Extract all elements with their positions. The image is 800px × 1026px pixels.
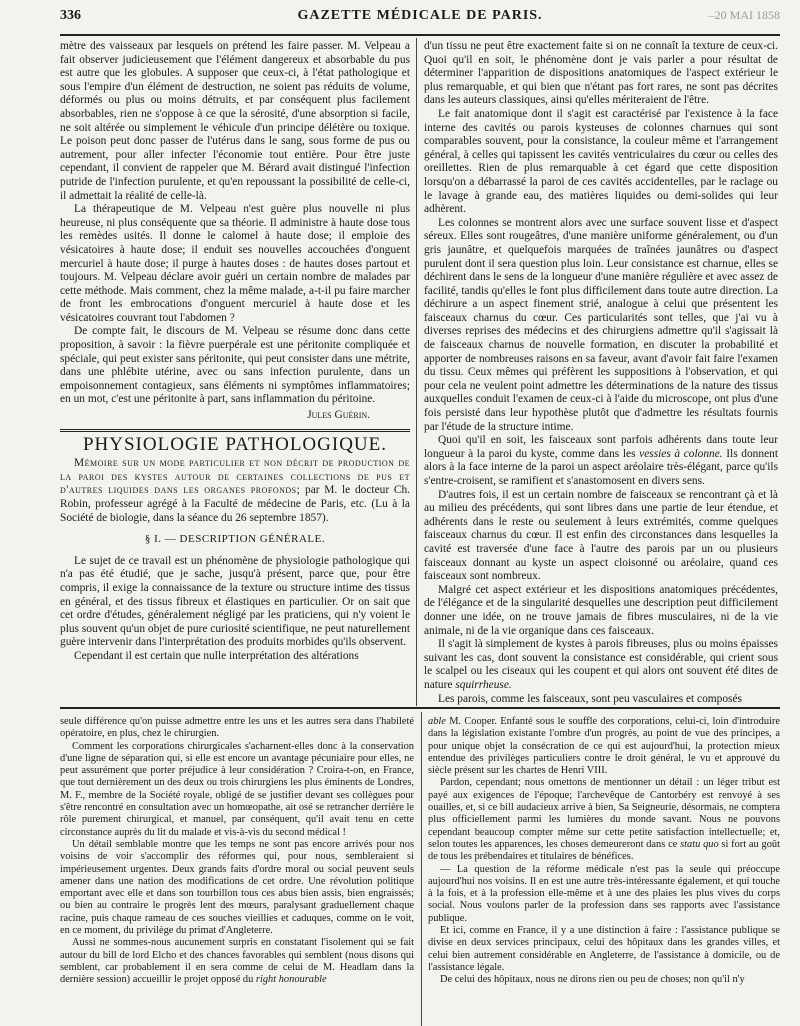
paragraph: mètre des vaisseaux par lesquels on prétend les faire passer. M. Velpeau a fait observer judicieusement que l'élément dangereux et absorbable du pus est autre que les globules. A supposer que ceux-ci, à l'état pathologique et sous l'empire d'un élément de destruction, ne soient pas réduits de volume, déformés ou plus ou moins détruits, et par conséquent plus facilement absorbables, rien ne s'oppose à ce que la sérosité, d'une absorption si facile, ne soit altérée ou simplement le véhicule d'un principe délétère ou toxique. Le poison peut donc passer de l'utérus dans le sang, sous forme de pus ou autrement, pour aller infecter l'économie tout entière. Pour être juste cependant, il convient de rappeler que M. Bérard avait distingué l'infection putride de l'infection purulente, et qu'en repoussant la possibilité de celle-ci, il admettait la réalité de celle-là. [60,40,410,202]
right-column [424,40,778,706]
memoir-title: Mémoire sur un mode particulier et non décrit de production de la paroi des kystes autour de certaines collections de pus et d'autres liquides dans les organes profonds; [60,457,410,497]
paragraph: — La question de la réforme médicale n'est pas la seule qui préoccupe aujourd'hui nos voisins. Il en est une autre très-intéressante également, et qui touche à la fois, et à la profession elle-même et à une des plaies les plus vives du corps social. Nous voulons parler de la profession dans ses rapports avec l'assistance publique. [428,863,780,924]
paragraph [428,716,780,777]
header-rule [60,34,780,36]
section-divider [60,429,410,432]
paragraph: Et ici, comme en France, il y a une distinction à faire : l'assistance publique se divise en deux services principaux, celui des hôpitaux dans les grandes villes, et celui bien autrement considérable en Angleterre, de l'assistance à domicile, ou de l'assistance légale. [428,925,780,973]
section-title: PHYSIOLOGIE PATHOLOGIQUE. [82,433,388,455]
library-stamp: –20 MAI 1858 [708,8,780,22]
text-run: Quoi qu'il en soit, les faisceaux sont parfois adhérents dans toute leur longueur à la paroi du kyste, comme dans les [424,434,778,460]
paragraph: La thérapeutique de M. Velpeau n'est guère plus nouvelle ni plus heureuse, ni plus conséquente que sa théorie. Il administre à haute dose tous les remèdes usités. Il donne le calomel à haute dose; il emploie des vésicatoires à haute dose; il enduit ses nouvelles accouchées d'onguent mercuriel à haute dose; il purge à hautes doses : de hautes doses partout et toujours. M. Velpeau déclare avoir guéri un certain nombre de malades par cette méthode. Mais comment, chez la même malade, a-t-il pu faire marcher de front les embrocations d'onguent mercuriel à haute dose et les vésicatoires couvrant tout l'abdomen ? [60,203,410,324]
paragraph: D'autres fois, il est un certain nombre de faisceaux se rencontrant çà et là au milieu des précédents, qui sont libres dans une partie de leur étendue, et adhérents dans le reste ou seulement à leurs extrémités, comme quelques faisceaux charnus du cœur. Il est enfin des circonstances dans lesquelles la cavité est traversée d'une face à l'autre des parois par un ou plusieurs faisceaux donnant au kyste un aspect cloisonné ou aréolaire, quand ces faisceaux sont nombreux. [424,488,778,583]
subsection-title: § I. — DESCRIPTION GÉNÉRALE. [144,533,326,546]
text-run: Aussi ne sommes-nous aucunement surpris en constatant l'isolement qui se fait autour du bill de lord Elcho et des chances favorables qui semblent (nous disons qui semblent, car probablement il en sera comme de celui de M. Headlam dans la dernière session) accueillir le projet opposé du [60,937,414,986]
memoir-heading [60,457,410,525]
paragraph: Cependant il est certain que nulle interprétation des altérations [74,649,359,662]
feuilleton-left-column [60,716,414,987]
text-run: Pardon, cependant; nous omettons de mentionner un détail : un léger tribut est payé aux exigences de l'époque; l'archevêque de Cantorbéry est renvoyé à ses ouailles, et, si ce bill audacieux arrive à bien, Sa Seigneurie, désormais, ne comptera plus officiellement parmi les lumières du monde savant. Nous ne pouvons cependant beaucoup compter même sur cette petite satisfaction intellectuelle; et, selon toutes les apparences, les choses demeureront dans ce [428,777,780,850]
paragraph [424,638,778,692]
emphasis: vessies à colonne. [639,447,723,460]
journal-title: GAZETTE MÉDICALE DE PARIS. [297,8,543,23]
paragraph: De celui des hôpitaux, nous ne dirons rien ou peu de choses; non qu'il n'y [440,974,745,986]
paragraph: Les colonnes se montrent alors avec une surface souvent lisse et d'aspect séreux. Elles sont rougeâtres, d'une manière uniforme généralement, ou d'un gris jaunâtre, et quelquefois marquées de traînées jaunâtres ou d'aspect purulent dont il sera question plus loin. Leur consistance est charnue, elles se déchirent dans le sens de la longueur d'une manière régulière et avec assez de facilité, tandis qu'elles le font plus difficilement dans toute autre direction. La déchirure a un aspect finement strié, analogue à celui que présentent les faisceaux charnus du cœur. Ces particularités sont telles, que j'ai vu à diverses reprises des médecins et des chirurgiens admettre qu'il s'agissait là de faisceaux charnus de nouvelle formation, en discuter la probabilité et apporter de nombreuses raisons en sa faveur, avant d'avoir fait faire l'examen du tissu. Ceux mêmes qui préfèrent les suppositions à l'observation, et qui pour cela ne veulent point admettre les déterminations de la nature des tissus auxquelles conduit l'examen de ceux-ci à l'aide du microscope, ont plus d'une fois persisté dans leur hypothèse plutôt que d'admettre les résultats fournis par l'étude de la structure intime. [424,216,778,433]
text-run: Il s'agit là simplement de kystes à parois fibreuses, plus ou moins épaisses suivant les cas, dont souvent la consistance est considérable, qui crient sous le scalpel ou les ciseaux qui les coupent et qui alors ont souvent été dites de nature [424,638,778,691]
feuilleton-rule [60,707,780,709]
text-run: M. Cooper. Enfanté sous le souffle des corporations, celui-ci, loin d'introduire dans la législation existante l'ombre d'un progrès, au point de vue des principes, a pour unique objet la consécration de ce qui est aujourd'hui, la protection mieux entendue des privilèges particuliers contre le droit général, le vu et approuvé du siècle présent sur les chartes de Henri VIII. [428,716,780,777]
emphasis: right honourable [255,974,327,986]
feuilleton-column-divider [421,712,422,1026]
page-number: 336 [60,8,81,23]
emphasis: able [428,716,446,727]
paragraph [428,777,780,863]
emphasis: statu quo [680,838,719,850]
left-column [60,40,410,664]
author-signature: Jules Guérin. [307,409,370,422]
paragraph: De compte fait, le discours de M. Velpeau se résume donc dans cette proposition, à savoir : la fièvre puerpérale est une péritonite compliquée et spéciale, qui peut exister sans péritonite, qui peut consister dans une métrite, dans une phlébite utérine, avec ou sans infection purulente, dans un empoisonnement contagieux, sans éléments ni symptômes inflammatoires; en un mot, c'est une péritonite à part, sans inflammation du péritoine. [60,325,410,406]
paragraph: seule différence qu'on puisse admettre entre les uns et les autres sera dans l'habileté opératoire, en plus, chez le chirurgien. [60,716,414,740]
text-run: si fort au goût de tous les prébendaires et titulaires de bénéfices. [428,838,780,863]
emphasis: squirrheuse. [455,678,512,691]
paragraph: Malgré cet aspect extérieur et les dispositions anatomiques précédentes, de l'élégance et de la singularité desquelles une description peut difficilement donner une idée, on ne trouve jamais de fibres musculaires, ni de la vie animale, ni de la vie organique dans ces faisceaux. [424,583,778,637]
paragraph: Un détail semblable montre que les temps ne sont pas encore arrivés pour nos voisins de voir s'accomplir des réformes qui, pour nous, sembleraient si impérieusement urgentes. Deux grands faits d'ordre moral ou social peuvent seuls amener dans une nation des modifications de cet ordre. Une révolution politique emportant avec elle et dans son tourbillon tous ces abus bien assis, bien engraissés; ou bien au contraire le progrès lent des mœurs, paralysant graduellement chaque racine, puis chaque rameau de ces souches vieillies et caduques, comme on le voit, en ce moment, du privilège du primat d'Angleterre. [60,838,414,937]
column-divider [416,38,417,706]
memoir-attribution: par M. le docteur Ch. Robin, professeur agrégé à la Faculté de médecine de Paris, etc. (Lu à la Société de biologie, dans la séance du 26 septembre 1857). [60,484,410,524]
paragraph: d'un tissu ne peut être exactement faite si on ne connaît la texture de ceux-ci. Quoi qu'il en soit, le phénomène dont je vais parler a pour résultat de déterminer l'apparition de dispositions anatomiques de l'aspect extérieur le plus remarquable, et qui bien que n'étant pas fort rares, ne sont pas décrites dans les auteurs classiques, ainsi qu'elles mériteraient de l'être. [424,40,778,107]
paragraph: Comment les corporations chirurgicales s'acharnent-elles donc à la conservation d'une ligne de séparation qui, si elle est encore un avantage pécuniaire pour elles, ne peut assurément que porter préjudice à leur considération ? Croira-t-on, en France, que tout dernièrement un des deux ou trois chirurgiens les plus éminents de Londres, M. F., membre de la Société royale, obligé de se justifier devant ses collègues pour s'être rencontré en consultation avec un homœopathe, ait osé se retrancher derrière le rôle purement chirurgical, et manuel, par conséquent, qu'il avait tenu en cette circonstance auprès du lit du malade et vis-à-vis du second médical ! [60,740,414,838]
paragraph [60,937,414,986]
text-run: Ils donnent alors à la face interne de la paroi un aspect aréolaire très-élégant, parce qu'ils s'entre-croisent, se ramifient et s'anastomosent en divers sens. [424,447,778,487]
paragraph: Les parois, comme les faisceaux, sont peu vasculaires et composés [438,692,742,705]
paragraph [424,434,778,488]
paragraph: Le sujet de ce travail est un phénomène de physiologie pathologique qui n'a pas été étudié, que je sache, jusqu'à présent, parce que, pour être compris, il exige la connaissance de la texture ou structure intime des tissus en général, et des tissus fibreux et élastiques en particulier. Or on sait que cet ordre d'études, généralement négligé par les praticiens, qui n'y voient le plus souvent qu'un objet de pure curiosité scientifique, ne peut naturellement guère intervenir dans l'interprétation des produits morbides qu'ils observent. [60,554,410,649]
feuilleton-right-column [428,716,780,987]
page-header [60,4,780,24]
paragraph: Le fait anatomique dont il s'agit est caractérisé par l'existence à la face interne des cavités ou parois kysteuses de colonnes charnues qui sont comparables souvent, pour la consistance, la couleur même et l'arrangement général, à celles qui tapissent les cavités ventriculaires du cœur ou celles des oreillettes. Rien de plus remarquable à cet égard que cette disposition lorsqu'on a débarrassé la paroi de ces cavités accidentelles, par le raclage ou le lavage à grande eau, des matières liquides ou demi-solides qui leur adhèrent. [424,107,778,216]
